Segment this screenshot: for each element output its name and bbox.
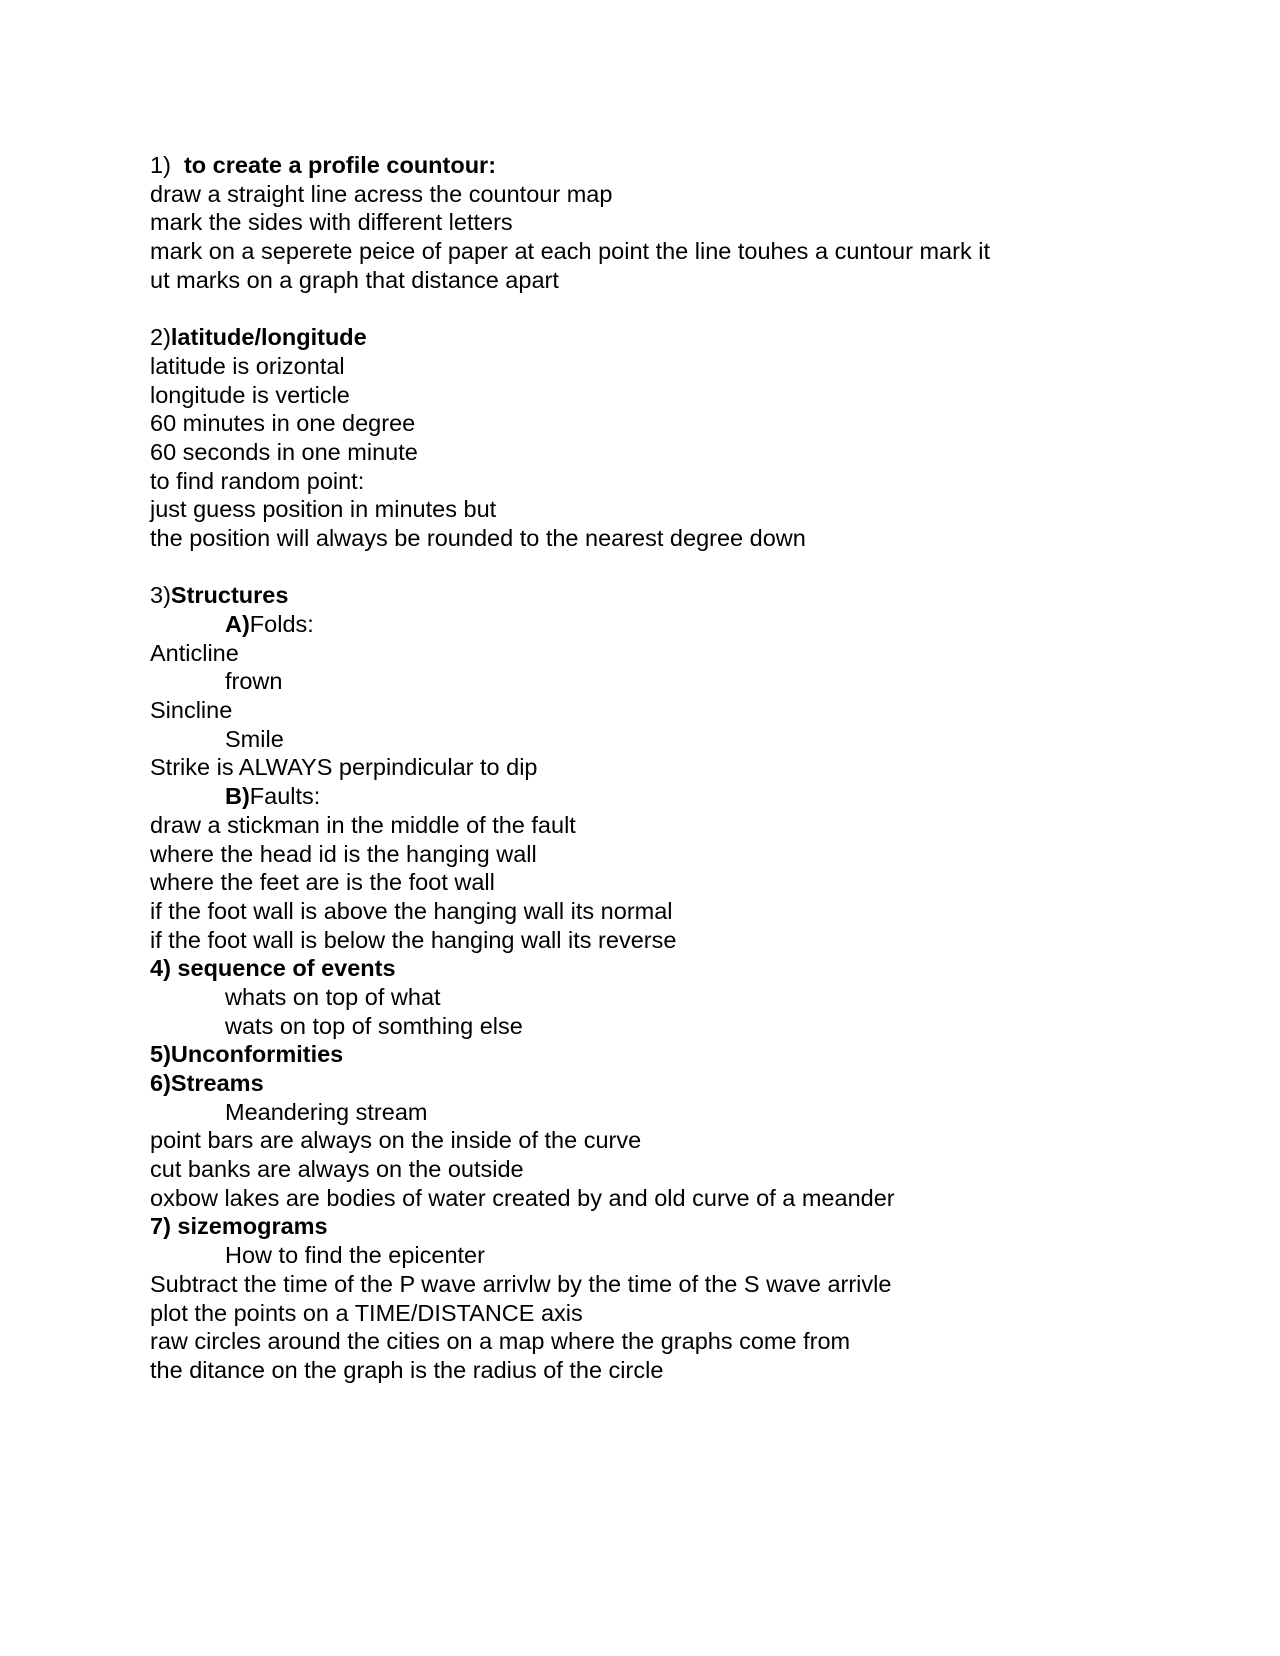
section-3-heading bbox=[150, 581, 1230, 610]
faults-title: Faults: bbox=[249, 783, 321, 810]
section-7-line: the ditance on the graph is the radius of the circle bbox=[150, 1356, 664, 1383]
sincline-term: Sincline bbox=[150, 697, 233, 724]
section-1-line: mark on a seperete peice of paper at each point the line touhes a cuntour mark it bbox=[150, 238, 990, 265]
anticline-term: Anticline bbox=[150, 639, 239, 666]
section-6-line: point bars are always on the inside of the curve bbox=[150, 1127, 642, 1154]
section-2-title: latitude/longitude bbox=[170, 324, 367, 351]
section-1-number: 1) bbox=[150, 152, 184, 178]
faults-line: if the foot wall is above the hanging wall its normal bbox=[150, 897, 673, 924]
section-6-title: 6)Streams bbox=[150, 1070, 264, 1096]
section-2-line: just guess position in minutes but bbox=[150, 496, 497, 523]
section-7-subheading: How to find the epicenter bbox=[225, 1242, 485, 1269]
section-7-title: 7) sizemograms bbox=[150, 1213, 328, 1240]
faults-line: draw a stickman in the middle of the fault bbox=[150, 811, 576, 838]
section-2-line: latitude is orizontal bbox=[150, 352, 345, 379]
anticline-note: frown bbox=[225, 668, 283, 695]
section-2-line: 60 minutes in one degree bbox=[150, 410, 416, 437]
section-1-heading bbox=[150, 151, 1230, 180]
document-page bbox=[150, 151, 1230, 1385]
sincline-note: Smile bbox=[225, 725, 284, 752]
section-1-title: to create a profile countour: bbox=[183, 152, 497, 178]
faults-line: where the feet are is the foot wall bbox=[150, 869, 495, 896]
blank-line bbox=[150, 294, 1230, 323]
strike-note: Strike is ALWAYS perpindicular to dip bbox=[150, 754, 538, 781]
section-1-line: draw a straight line acress the countour map bbox=[150, 180, 613, 207]
faults-subheading bbox=[150, 782, 1230, 811]
section-2-number: 2) bbox=[150, 324, 171, 351]
section-5-title: 5)Unconformities bbox=[150, 1041, 344, 1068]
section-4-line: wats on top of somthing else bbox=[225, 1012, 523, 1039]
section-2-heading bbox=[150, 323, 1230, 352]
section-7-line: raw circles around the cities on a map where the graphs come from bbox=[150, 1328, 851, 1355]
section-2-line: the position will always be rounded to the nearest degree down bbox=[150, 524, 806, 551]
folds-title: Folds: bbox=[249, 611, 314, 637]
section-1-line: mark the sides with different letters bbox=[150, 209, 513, 236]
section-3-number: 3) bbox=[150, 582, 171, 609]
section-7-line: Subtract the time of the P wave arrivlw by the time of the S wave arrivle bbox=[150, 1270, 892, 1297]
section-2-line: 60 seconds in one minute bbox=[150, 438, 418, 465]
section-3-title: Structures bbox=[170, 582, 289, 609]
section-6-subheading: Meandering stream bbox=[225, 1098, 428, 1125]
folds-label: A) bbox=[225, 611, 250, 637]
section-4-line: whats on top of what bbox=[225, 983, 441, 1010]
section-1-line: ut marks on a graph that distance apart bbox=[150, 266, 559, 293]
blank-line bbox=[150, 553, 1230, 582]
section-6-line: oxbow lakes are bodies of water created by and old curve of a meander bbox=[150, 1184, 895, 1211]
section-7-line: plot the points on a TIME/DISTANCE axis bbox=[150, 1299, 583, 1326]
section-4-heading bbox=[150, 954, 1230, 983]
section-6-line: cut banks are always on the outside bbox=[150, 1156, 524, 1183]
section-4-title: 4) sequence of events bbox=[150, 955, 396, 982]
section-2-line: longitude is verticle bbox=[150, 381, 350, 408]
faults-line: if the foot wall is below the hanging wall its reverse bbox=[150, 926, 677, 953]
section-5-heading bbox=[150, 1040, 1230, 1069]
section-7-heading bbox=[150, 1212, 1230, 1241]
faults-line: where the head id is the hanging wall bbox=[150, 840, 537, 867]
folds-subheading bbox=[150, 610, 1230, 639]
section-2-line: to find random point: bbox=[150, 467, 365, 494]
faults-label: B) bbox=[225, 783, 250, 810]
section-6-heading bbox=[150, 1069, 1230, 1098]
